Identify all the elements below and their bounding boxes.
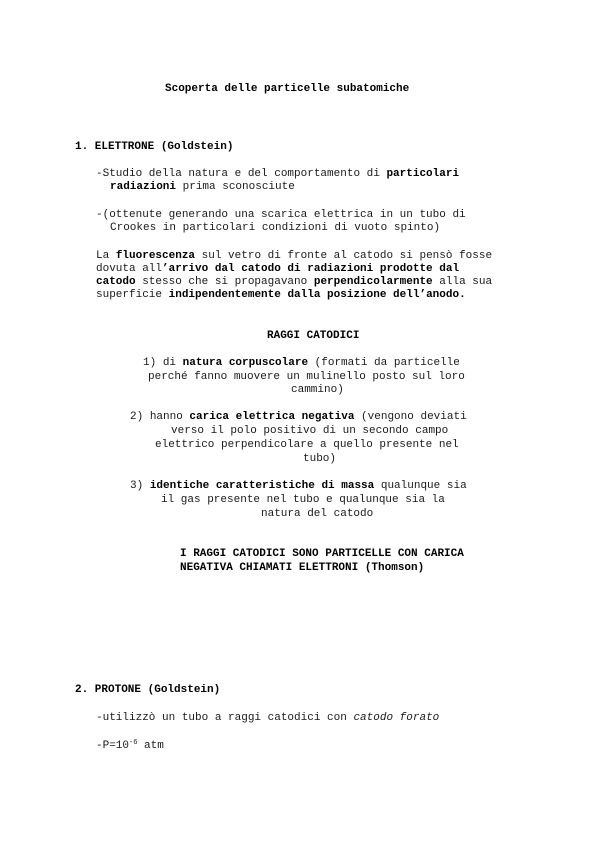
text-run: stesso che si propagavano <box>135 276 314 288</box>
bold-text-run: identiche caratteristiche di massa <box>149 480 375 492</box>
point-2-line-4: tubo) <box>303 453 337 465</box>
bold-text-run: indipendentemente dalla posizione dell’anodo. <box>168 289 466 301</box>
paragraph-line-1 <box>96 250 492 263</box>
text-run: La <box>96 250 116 262</box>
italic-text-run: catodo forato <box>353 712 440 724</box>
point-2-line-3: elettrico perpendicolare a quello presente nel <box>155 439 459 451</box>
point-1-line-2: perché fanno muovere un mulinello posto sul loro <box>148 371 465 383</box>
point-number: 3) <box>130 480 144 492</box>
text-run: sul vetro di fronte al catodo si pensò fosse <box>195 250 493 262</box>
text-run: (formati da particelle <box>308 357 460 369</box>
point-number: 2) <box>130 411 144 423</box>
text-run: qualunque sia <box>374 480 467 492</box>
protone-item-1 <box>96 712 439 725</box>
superscript-exponent: -6 <box>129 739 138 747</box>
bold-text-run: ’arrivo dal catodo di radiazioni prodotte dal <box>162 263 460 275</box>
text-run: atm <box>137 740 164 752</box>
bold-text-run: catodo <box>96 276 136 288</box>
bold-text-run: fluorescenza <box>115 250 196 262</box>
paragraph-line-3 <box>96 276 492 289</box>
text-run: (vengono deviati <box>354 411 467 423</box>
text-run: di <box>162 357 183 369</box>
bold-text-run: natura corpuscolare <box>182 357 309 369</box>
point-1-line-3: cammino) <box>291 384 344 396</box>
elettrone-item-2-line-2: Crookes in particolari condizioni di vuoto spinto) <box>110 222 441 234</box>
conclusion-line-2: NEGATIVA CHIAMATI ELETTRONI (Thomson) <box>180 562 425 574</box>
text-run: prima sconosciute <box>176 181 295 193</box>
bold-text-run: particolari <box>386 168 460 180</box>
text-run: alla sua <box>432 276 493 288</box>
text-run: -P=10 <box>96 740 130 752</box>
point-3-line-1 <box>130 480 467 493</box>
point-1-line-1 <box>143 357 460 370</box>
elettrone-item-1-line-2 <box>110 181 295 194</box>
text-run: -utilizzò un tubo a raggi catodici con <box>96 712 354 724</box>
conclusion-line-1: I RAGGI CATODICI SONO PARTICELLE CON CARICA <box>180 548 464 560</box>
elettrone-item-1-line-1 <box>96 168 459 181</box>
text-run: dovuta all <box>96 263 163 275</box>
bold-text-run: carica elettrica negativa <box>189 411 355 423</box>
point-2-line-2: verso il polo positivo di un secondo campo <box>171 425 449 437</box>
section-heading-protone: 2. PROTONE (Goldstein) <box>75 684 221 696</box>
paragraph-line-4 <box>96 289 466 302</box>
bold-text-run: perpendicolarmente <box>313 276 433 288</box>
page-title: Scoperta delle particelle subatomiche <box>165 83 410 95</box>
section-heading-elettrone: 1. ELETTRONE (Goldstein) <box>75 141 234 153</box>
point-3-line-2: il gas presente nel tubo e qualunque sia la <box>161 494 445 506</box>
text-run: -Studio della natura e del comportamento di <box>96 168 387 180</box>
protone-item-2 <box>96 740 164 753</box>
point-2-line-1 <box>130 411 467 424</box>
point-3-line-3: natura del catodo <box>261 508 374 520</box>
bold-text-run: radiazioni <box>110 181 177 193</box>
text-run: superficie <box>96 289 169 301</box>
subheading-raggi-catodici: RAGGI CATODICI <box>267 330 360 342</box>
elettrone-item-2-line-1: -(ottenute generando una scarica elettrica in un tubo di <box>96 209 466 221</box>
text-run: hanno <box>149 411 190 423</box>
paragraph-line-2 <box>96 263 459 276</box>
point-number: 1) <box>143 357 157 369</box>
